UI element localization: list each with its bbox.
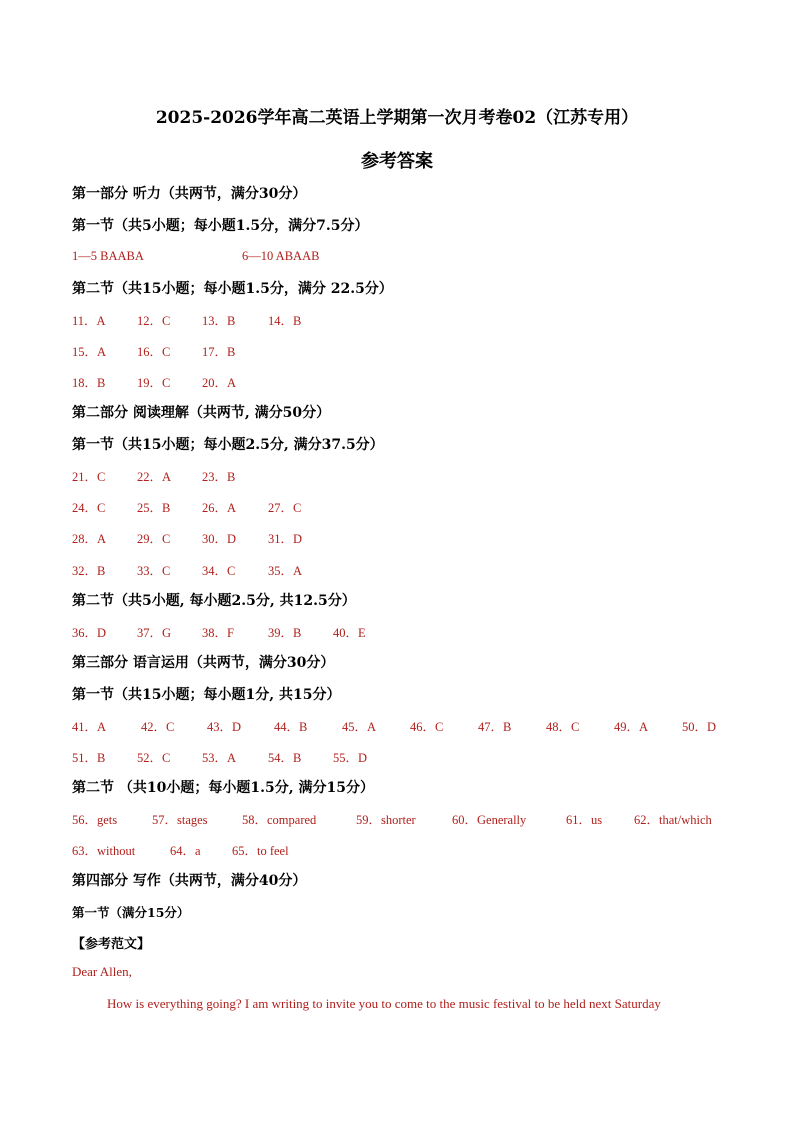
answer-item: 54．B	[268, 751, 302, 765]
answer-item: 46．C	[410, 720, 444, 734]
document-subtitle: 参考答案	[361, 151, 433, 172]
part2-sec1-heading: 第一节（共15小题；每小题2.5分, 满分37.5分）	[72, 437, 384, 453]
answer-item: 43．D	[207, 720, 242, 734]
answer-item: 16．C	[137, 345, 171, 359]
answer-item: 27．C	[268, 501, 302, 515]
letter-greeting: Dear Allen,	[72, 964, 132, 979]
answer-item: 26．A	[202, 501, 237, 515]
answer-item: 59．shorter	[356, 813, 416, 827]
answer-item: 42．C	[141, 720, 175, 734]
document-title: 2025-2026学年高二英语上学期第一次月考卷02（江苏专用）	[155, 108, 639, 128]
answer-item: 58．compared	[242, 813, 317, 827]
answer-item: 53．A	[202, 751, 237, 765]
answer-item: 55．D	[333, 751, 368, 765]
answer-item: 34．C	[202, 564, 236, 578]
letter-paragraph: How is everything going? I am writing to invite you to come to the music festival to be held next Saturday	[107, 996, 661, 1011]
answer-item: 31．D	[268, 532, 303, 546]
part1-sec1-heading: 第一节（共5小题；每小题1.5分，满分7.5分）	[72, 218, 369, 234]
answer-item: 40．E	[333, 626, 366, 640]
answer-item: 33．C	[137, 564, 171, 578]
answer-item: 37．G	[137, 626, 172, 640]
answer-item: 24．C	[72, 501, 106, 515]
answer-item: 21．C	[72, 470, 106, 484]
answer-item: 64．a	[170, 844, 201, 858]
part1-sec2-heading: 第二节（共15小题；每小题1.5分，满分 22.5分）	[72, 281, 393, 297]
answer-item: 13．B	[202, 314, 236, 328]
answer-item: 30．D	[202, 532, 237, 546]
answer-item: 49．A	[614, 720, 649, 734]
answer-item: 60．Generally	[452, 813, 527, 827]
answer-item: 39．B	[268, 626, 302, 640]
answer-item: 6—10 ABAAB	[242, 249, 320, 263]
answer-item: 65．to feel	[232, 844, 289, 858]
answer-item: 47．B	[478, 720, 512, 734]
answer-item: 56．gets	[72, 813, 118, 827]
part2-sec2-heading: 第二节（共5小题, 每小题2.5分, 共12.5分）	[72, 593, 356, 609]
answer-item: 1—5 BAABA	[72, 249, 144, 263]
answer-item: 18．B	[72, 376, 106, 390]
part2-heading: 第二部分 阅读理解（共两节, 满分50分）	[72, 405, 331, 421]
answer-item: 57．stages	[152, 813, 208, 827]
answer-item: 29．C	[137, 532, 171, 546]
answer-item: 44．B	[274, 720, 308, 734]
part3-heading: 第三部分 语言运用（共两节，满分30分）	[72, 655, 335, 671]
part1-heading: 第一部分 听力（共两节，满分30分）	[72, 186, 307, 202]
answer-item: 32．B	[72, 564, 106, 578]
answer-item: 36．D	[72, 626, 107, 640]
answer-item: 52．C	[137, 751, 171, 765]
answer-item: 25．B	[137, 501, 171, 515]
answer-item: 15．A	[72, 345, 107, 359]
answer-item: 45．A	[342, 720, 377, 734]
answer-item: 41．A	[72, 720, 107, 734]
answer-item: 50．D	[682, 720, 717, 734]
sample-essay-label: 【参考范文】	[72, 937, 151, 952]
answer-item: 62．that/which	[634, 813, 712, 827]
answer-item: 12．C	[137, 314, 171, 328]
answer-item: 51．B	[72, 751, 106, 765]
answer-item: 48．C	[546, 720, 580, 734]
answer-item: 63．without	[72, 844, 136, 858]
answer-item: 28．A	[72, 532, 107, 546]
answer-item: 23．B	[202, 470, 236, 484]
part3-sec2-heading: 第二节 （共10小题；每小题1.5分, 满分15分）	[72, 780, 374, 796]
answer-item: 14．B	[268, 314, 302, 328]
answer-item: 19．C	[137, 376, 171, 390]
answer-item: 35．A	[268, 564, 303, 578]
answer-item: 22．A	[137, 470, 172, 484]
answer-item: 17．B	[202, 345, 236, 359]
part4-heading: 第四部分 写作（共两节，满分40分）	[72, 873, 307, 889]
part4-sec1-heading: 第一节（满分15分）	[72, 905, 190, 920]
answer-item: 38．F	[202, 626, 234, 640]
answer-item: 20．A	[202, 376, 237, 390]
answer-item: 11．A	[72, 314, 106, 328]
answer-item: 61．us	[566, 813, 603, 827]
part3-sec1-heading: 第一节（共15小题；每小题1分, 共15分）	[72, 687, 341, 703]
